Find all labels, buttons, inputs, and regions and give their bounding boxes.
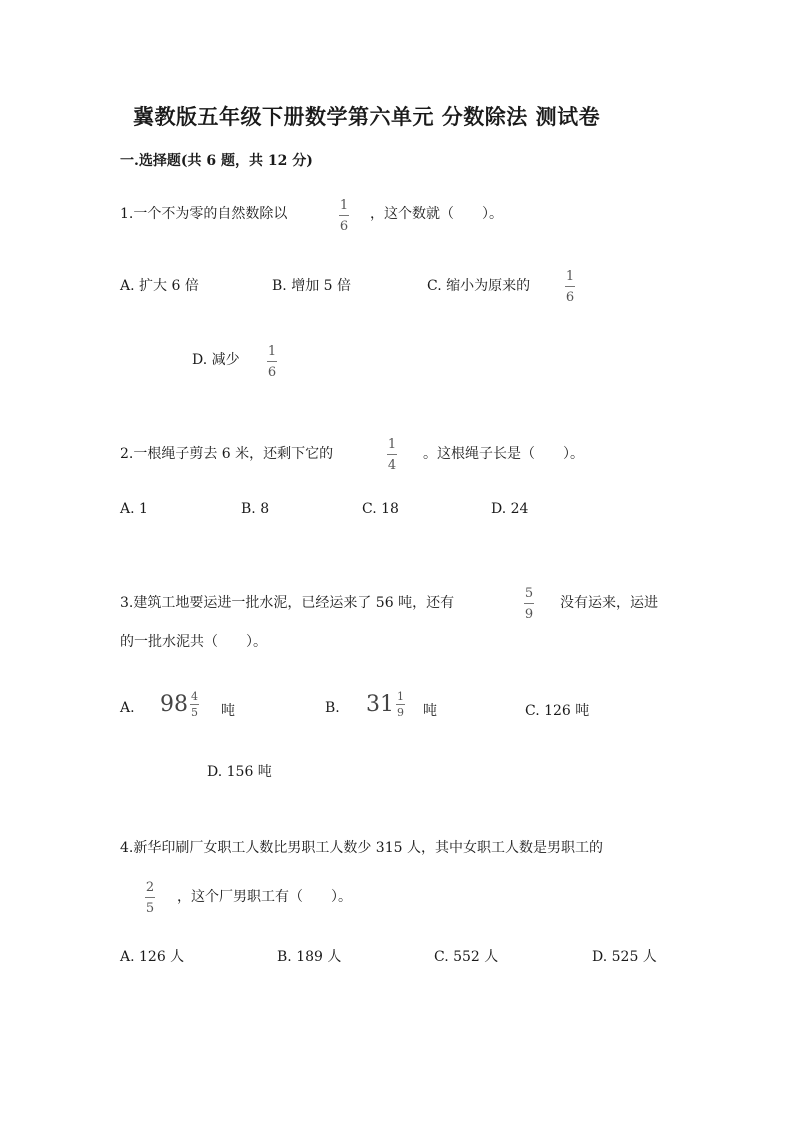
q4-option-a[interactable]: A. 126 人 — [120, 949, 185, 965]
q3-option-d[interactable]: D. 156 吨 — [207, 764, 272, 780]
q1-stem: 1.一个不为零的自然数除以 — [120, 206, 288, 222]
q3-option-c[interactable]: C. 126 吨 — [525, 703, 590, 719]
q3-stem-end: 的一批水泥共（ ）。 — [120, 634, 267, 650]
fraction-denominator: 6 — [565, 290, 575, 305]
q4-option-b[interactable]: B. 189 人 — [277, 949, 342, 965]
fraction-numerator: 1 — [267, 344, 277, 359]
fraction-denominator: 9 — [524, 607, 534, 622]
fraction-numerator: 1 — [339, 198, 349, 213]
option-d-label: D. 减少 — [192, 352, 240, 368]
mixed-whole: 98 — [160, 692, 188, 717]
q2-fraction — [387, 438, 397, 472]
q4-stem-end: ，这个厂男职工有（ ）。 — [177, 889, 352, 905]
q1-option-b[interactable]: B. 增加 5 倍 — [272, 278, 351, 294]
q4-fraction — [145, 881, 155, 915]
option-b-mixed-number — [366, 691, 405, 718]
q1-fraction — [339, 199, 349, 233]
q2-stem: 2.一根绳子剪去 6 米，还剩下它的 — [120, 446, 334, 462]
option-c-label: C. 缩小为原来的 — [427, 278, 531, 294]
fraction-denominator: 5 — [145, 901, 155, 916]
fraction-denominator: 9 — [397, 706, 404, 719]
fraction-numerator: 1 — [565, 269, 575, 284]
q3-stem-cont: 没有运来，运进 — [560, 595, 658, 611]
page-title: 冀教版五年级下册数学第六单元 分数除法 测试卷 — [133, 104, 601, 129]
fraction-numerator: 1 — [397, 690, 404, 703]
q2-option-c[interactable]: C. 18 — [362, 501, 399, 517]
fraction-numerator: 5 — [524, 586, 534, 601]
option-c-fraction — [565, 270, 575, 304]
option-a-label: A. — [120, 700, 135, 716]
fraction-numerator: 2 — [145, 880, 155, 895]
option-b-unit: 吨 — [423, 703, 437, 719]
q4-option-c[interactable]: C. 552 人 — [434, 949, 499, 965]
fraction-denominator: 6 — [267, 365, 277, 380]
option-b-label: B. — [325, 700, 340, 716]
option-a-unit: 吨 — [221, 703, 235, 719]
q1-option-a[interactable]: A. 扩大 6 倍 — [120, 278, 199, 294]
option-a-mixed-number — [160, 691, 199, 718]
fraction-denominator: 6 — [339, 219, 349, 234]
q2-stem-end: 。这根绳子长是（ ）。 — [423, 446, 584, 462]
q4-option-d[interactable]: D. 525 人 — [592, 949, 657, 965]
q1-stem-end: ，这个数就（ ）。 — [370, 206, 503, 222]
q2-option-d[interactable]: D. 24 — [491, 501, 529, 517]
q2-option-b[interactable]: B. 8 — [241, 501, 270, 517]
fraction-numerator: 1 — [387, 437, 397, 452]
option-d-fraction — [267, 345, 277, 379]
section-heading: 一.选择题(共 6 题，共 12 分) — [120, 153, 313, 169]
fraction-denominator: 4 — [387, 458, 397, 473]
q2-option-a[interactable]: A. 1 — [120, 501, 148, 517]
fraction-numerator: 4 — [191, 690, 198, 703]
fraction-denominator: 5 — [191, 706, 198, 719]
q3-fraction — [524, 587, 534, 621]
mixed-whole: 31 — [366, 692, 394, 717]
q4-stem: 4.新华印刷厂女职工人数比男职工人数少 315 人，其中女职工人数是男职工的 — [120, 840, 603, 856]
q3-stem: 3.建筑工地要运进一批水泥，已经运来了 56 吨，还有 — [120, 595, 455, 611]
